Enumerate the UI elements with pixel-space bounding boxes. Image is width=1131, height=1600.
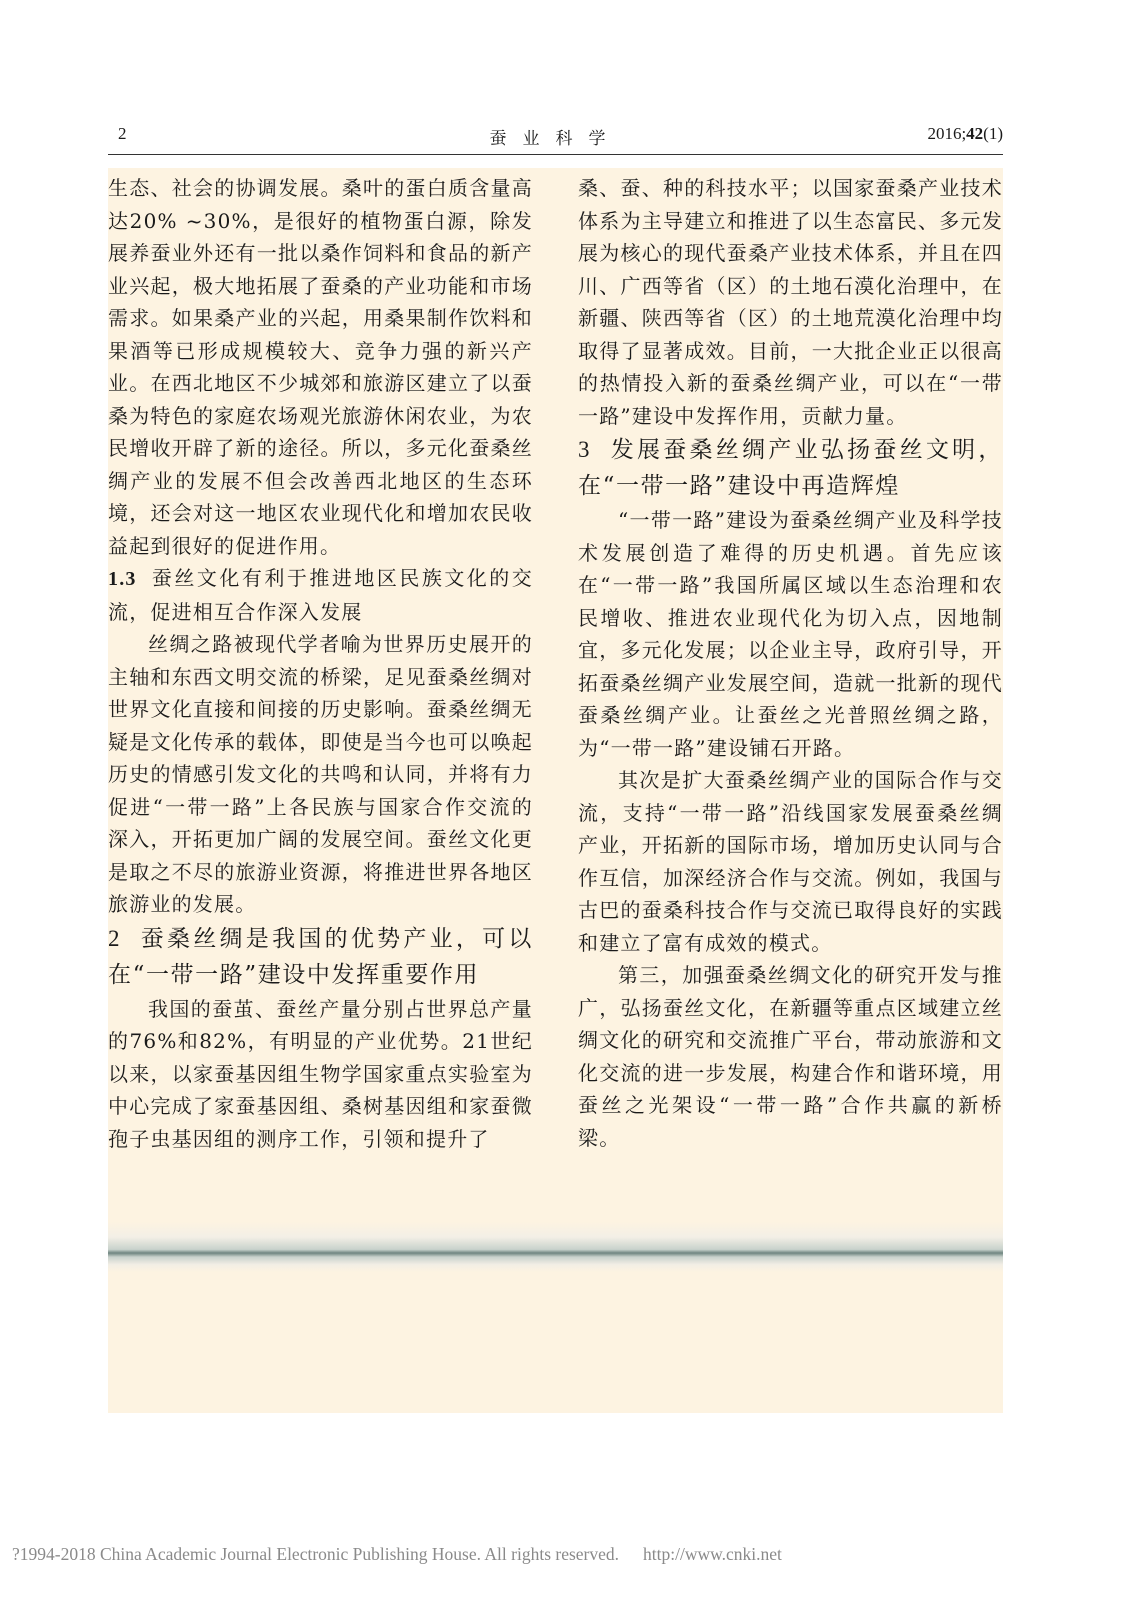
cnki-link[interactable]: http://www.cnki.net [643, 1544, 782, 1564]
page-number: 2 [118, 124, 127, 143]
subsection-title: 蚕丝文化有利于推进地区民族文化的交流，促进相互合作深入发展 [108, 566, 533, 624]
copyright-text: ?1994-2018 China Academic Journal Electronic Publishing House. All rights reserved. [12, 1544, 620, 1564]
section-number: 2 [108, 925, 122, 951]
running-header [108, 124, 1003, 155]
right-column [578, 172, 1003, 1154]
paragraph-3b: 其次是扩大蚕桑丝绸产业的国际合作与交流，支持“一带一路”沿线国家发展蚕桑丝绸产业，开拓新的国际市场，增加历史认同与合作互信，加深经济合作与交流。例如，我国与古巴的蚕桑科技合作与交流已取得良好的实践和建立了富有成效的模式。 [578, 768, 1003, 955]
left-column [108, 172, 533, 1155]
paragraph-3a: “一带一路”建设为蚕桑丝绸产业及科学技术发展创造了难得的历史机遇。首先应该在“一带一路”我国所属区域以生态治理和农民增收、推进农业现代化为切入点，因地制宜，多元化发展；以企业主导，政府引导，开拓蚕桑丝绸产业发展空间，造就一批新的现代蚕桑丝绸产业。让蚕丝之光普照丝绸之路，为“一带一路”建设铺石开路。 [578, 508, 1003, 760]
copyright-footer [12, 1544, 1131, 1565]
section-number: 3 [578, 437, 592, 462]
paragraph-3c: 第三，加强蚕桑丝绸文化的研究开发与推广，弘扬蚕丝文化，在新疆等重点区域建立丝绸文化的研究和交流推广平台，带动旅游和文化交流的进一步发展，构建合作和谐环境，用蚕丝之光架设“一带一路”合作共赢的新桥梁。 [578, 963, 1003, 1150]
scan-artifact-band [108, 1222, 1003, 1272]
subsection-number: 1.3 [108, 568, 137, 590]
issue-info: 2016;42(1) [927, 124, 1003, 143]
section-title: 发展蚕桑丝绸产业弘扬蚕丝文明，在“一带一路”建设中再造辉煌 [578, 437, 1003, 499]
section-3-heading [578, 432, 1003, 504]
paragraph-2: 我国的蚕茧、蚕丝产量分别占世界总产量的76%和82%，有明显的产业优势。21世纪以来，以家蚕基因组生物学国家重点实验室为中心完成了家蚕基因组、桑树基因组和家蚕微孢子虫基因组的测序工作，引领和提升了 [108, 996, 533, 1151]
paragraph-continued: 桑、蚕、种的科技水平；以国家蚕桑产业技术体系为主导建立和推进了以生态富民、多元发展为核心的现代蚕桑产业技术体系，并且在四川、广西等省（区）的土地石漠化治理中，在新疆、陕西等省（区）的土地荒漠化治理中均取得了显著成效。目前，一大批企业正以很高的热情投入新的蚕桑丝绸产业，可以在“一带一路”建设中发挥作用，贡献力量。 [578, 176, 1003, 428]
subsection-1-3-heading [108, 562, 533, 628]
section-title: 蚕桑丝绸是我国的优势产业，可以在“一带一路”建设中发挥重要作用 [108, 925, 533, 988]
paragraph-intro: 生态、社会的协调发展。桑叶的蛋白质含量高达20% ~30%，是很好的植物蛋白源，除发展养蚕业外还有一批以桑作饲料和食品的新产业兴起，极大地拓展了蚕桑的产业功能和市场需求。如果桑产业的兴起，用桑果制作饮料和果酒等已形成规模较大、竞争力强的新兴产业。在西北地区不少城郊和旅游区建立了以蚕桑为特色的家庭农场观光旅游休闲农业，为农民增收开辟了新的途径。所以，多元化蚕桑丝绸产业的发展不但会改善西北地区的生态环境，还会对这一地区农业现代化和增加农民收益起到很好的促进作用。 [108, 176, 533, 558]
paragraph-1-3: 丝绸之路被现代学者喻为世界历史展开的主轴和东西文明交流的桥梁，足见蚕桑丝绸对世界文化直接和间接的历史影响。蚕桑丝绸无疑是文化传承的载体，即使是当今也可以唤起历史的情感引发文化的共鸣和认同，并将有力促进“一带一路”上各民族与国家合作交流的深入，开拓更加广阔的发展空间。蚕丝文化更是取之不尽的旅游业资源，将推进世界各地区旅游业的发展。 [108, 632, 533, 916]
section-2-heading [108, 921, 533, 993]
journal-name: 蚕业科学 [489, 129, 622, 148]
